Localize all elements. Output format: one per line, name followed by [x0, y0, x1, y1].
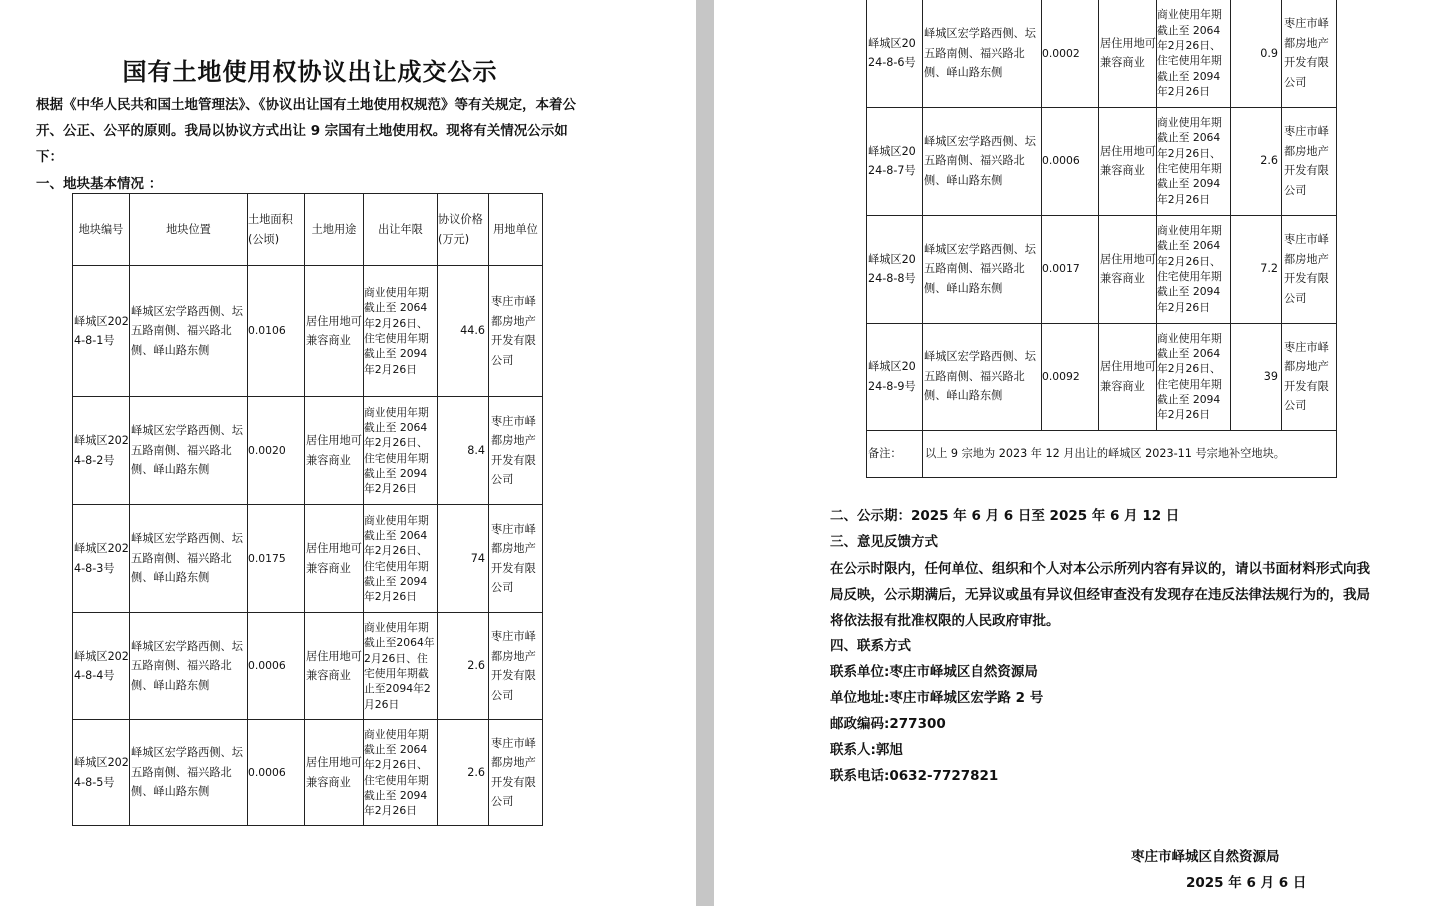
parcel-id: 峄城区2024-8-6号 — [867, 0, 923, 107]
parcel-price: 0.9 — [1231, 0, 1282, 107]
parcel-price: 2.6 — [438, 720, 489, 826]
parcel-location: 峄城区宏学路西侧、坛五路南侧、福兴路北侧、峄山路东侧 — [130, 266, 248, 397]
signature-org: 枣庄市峄城区自然资源局 — [1131, 849, 1280, 865]
parcel-location: 峄城区宏学路西侧、坛五路南侧、福兴路北侧、峄山路东侧 — [130, 397, 248, 505]
page-gutter — [696, 0, 714, 906]
parcel-unit: 枣庄市峄都房地产开发有限公司 — [1282, 215, 1337, 323]
table-row — [867, 0, 1337, 107]
parcel-term: 商业使用年期截止至 2064 年2月26日、住宅使用年期截止至 2094 年2月26日 — [364, 505, 438, 613]
parcel-price: 2.6 — [438, 613, 489, 720]
parcel-area: 0.0092 — [1042, 323, 1099, 430]
parcel-unit: 枣庄市峄都房地产开发有限公司 — [489, 266, 543, 397]
contact-phone: 联系电话:0632-7727821 — [830, 768, 999, 784]
table-row — [73, 266, 543, 397]
parcel-use: 居住用地可兼容商业 — [1099, 0, 1157, 107]
header-cell: 出让年限 — [364, 194, 438, 266]
parcel-area: 0.0006 — [248, 613, 305, 720]
parcel-id: 峄城区2024-8-9号 — [867, 323, 923, 430]
parcel-area: 0.0106 — [248, 266, 305, 397]
note-label: 备注： — [867, 430, 923, 477]
contact-person: 联系人:郭旭 — [830, 742, 903, 758]
parcel-use: 居住用地可兼容商业 — [305, 397, 364, 505]
parcel-price: 39 — [1231, 323, 1282, 430]
contact-unit: 联系单位:枣庄市峄城区自然资源局 — [830, 664, 1038, 680]
section-3-heading: 三、意见反馈方式 — [830, 534, 938, 550]
header-cell: 地块编号 — [73, 194, 130, 266]
parcel-use: 居住用地可兼容商业 — [305, 613, 364, 720]
parcel-unit: 枣庄市峄都房地产开发有限公司 — [489, 397, 543, 505]
parcel-area: 0.0006 — [248, 720, 305, 826]
parcel-use: 居住用地可兼容商业 — [1099, 107, 1157, 215]
table-row — [867, 107, 1337, 215]
land-table-page-1 — [72, 193, 543, 826]
parcel-use: 居住用地可兼容商业 — [1099, 215, 1157, 323]
parcel-term: 商业使用年期截止至 2064 年2月26日、住宅使用年期截止至 2094 年2月26日 — [1157, 107, 1231, 215]
page-title: 国有土地使用权协议出让成交公示 — [122, 58, 498, 86]
table-row — [73, 613, 543, 720]
parcel-unit: 枣庄市峄都房地产开发有限公司 — [1282, 0, 1337, 107]
parcel-id: 峄城区2024-8-4号 — [73, 613, 130, 720]
parcel-term: 商业使用年期截止至 2064 年2月26日、住宅使用年期截止至 2094 年2月26日 — [364, 720, 438, 826]
parcel-term: 商业使用年期截止至 2064 年2月26日、住宅使用年期截止至 2094 年2月26日 — [364, 266, 438, 397]
section-4-heading: 四、联系方式 — [830, 638, 911, 654]
header-cell: 土地面积(公顷) — [248, 194, 305, 266]
table-header-row — [73, 194, 543, 266]
contact-address: 单位地址:枣庄市峄城区宏学路 2 号 — [830, 690, 1044, 706]
table-note-row — [867, 430, 1337, 477]
parcel-id: 峄城区2024-8-5号 — [73, 720, 130, 826]
parcel-area: 0.0020 — [248, 397, 305, 505]
parcel-term: 商业使用年期截止至 2064 年2月26日、住宅使用年期截止至 2094 年2月26日 — [364, 397, 438, 505]
parcel-location: 峄城区宏学路西侧、坛五路南侧、福兴路北侧、峄山路东侧 — [923, 107, 1042, 215]
parcel-area: 0.0017 — [1042, 215, 1099, 323]
parcel-id: 峄城区2024-8-1号 — [73, 266, 130, 397]
parcel-location: 峄城区宏学路西侧、坛五路南侧、福兴路北侧、峄山路东侧 — [130, 720, 248, 826]
section-2-publicity-period: 二、公示期：2025 年 6 月 6 日至 2025 年 6 月 12 日 — [830, 508, 1180, 524]
parcel-id: 峄城区2024-8-7号 — [867, 107, 923, 215]
table-row — [73, 397, 543, 505]
header-cell: 地块位置 — [130, 194, 248, 266]
land-table-page-2 — [866, 0, 1337, 478]
feedback-paragraph: 在公示时限内，任何单位、组织和个人对本公示所列内容有异议的，请以书面材料形式向我局反映，公示期满后，无异议或虽有异议但经审查没有发现存在违反法律法规行为的，我局将依法报有批准权限的人民政府审批。 — [830, 561, 1370, 629]
parcel-use: 居住用地可兼容商业 — [1099, 323, 1157, 430]
parcel-price: 2.6 — [1231, 107, 1282, 215]
parcel-location: 峄城区宏学路西侧、坛五路南侧、福兴路北侧、峄山路东侧 — [130, 613, 248, 720]
table-row — [73, 720, 543, 826]
parcel-term: 商业使用年期截止至 2064 年2月26日、住宅使用年期截止至 2094 年2月26日 — [1157, 215, 1231, 323]
parcel-term: 商业使用年期截止至2064年2月26日、住宅使用年期截止至2094年2月26日 — [364, 613, 438, 720]
parcel-price: 8.4 — [438, 397, 489, 505]
section-1-heading: 一、地块基本情况 ： — [36, 176, 163, 192]
parcel-unit: 枣庄市峄都房地产开发有限公司 — [1282, 107, 1337, 215]
parcel-id: 峄城区2024-8-2号 — [73, 397, 130, 505]
parcel-price: 74 — [438, 505, 489, 613]
note-text: 以上 9 宗地为 2023 年 12 月出让的峄城区 2023-11 号宗地补空地块。 — [923, 430, 1337, 477]
parcel-use: 居住用地可兼容商业 — [305, 505, 364, 613]
header-cell: 土地用途 — [305, 194, 364, 266]
parcel-location: 峄城区宏学路西侧、坛五路南侧、福兴路北侧、峄山路东侧 — [130, 505, 248, 613]
intro-paragraph: 根据《中华人民共和国土地管理法》、《协议出让国有土地使用权规范》等有关规定，本着公开、公正、公平的原则。我局以协议方式出让 9 宗国有土地使用权。现将有关情况公示如下： — [36, 97, 576, 165]
parcel-area: 0.0002 — [1042, 0, 1099, 107]
parcel-id: 峄城区2024-8-8号 — [867, 215, 923, 323]
parcel-area: 0.0006 — [1042, 107, 1099, 215]
parcel-unit: 枣庄市峄都房地产开发有限公司 — [489, 613, 543, 720]
contact-postcode: 邮政编码:277300 — [830, 716, 946, 732]
table-row — [867, 215, 1337, 323]
parcel-unit: 枣庄市峄都房地产开发有限公司 — [1282, 323, 1337, 430]
parcel-price: 7.2 — [1231, 215, 1282, 323]
parcel-term: 商业使用年期截止至 2064 年2月26日、住宅使用年期截止至 2094 年2月26日 — [1157, 323, 1231, 430]
parcel-location: 峄城区宏学路西侧、坛五路南侧、福兴路北侧、峄山路东侧 — [923, 0, 1042, 107]
parcel-location: 峄城区宏学路西侧、坛五路南侧、福兴路北侧、峄山路东侧 — [923, 323, 1042, 430]
parcel-area: 0.0175 — [248, 505, 305, 613]
header-cell: 协议价格(万元) — [438, 194, 489, 266]
parcel-unit: 枣庄市峄都房地产开发有限公司 — [489, 720, 543, 826]
table-row — [867, 323, 1337, 430]
parcel-unit: 枣庄市峄都房地产开发有限公司 — [489, 505, 543, 613]
parcel-price: 44.6 — [438, 266, 489, 397]
parcel-term: 商业使用年期截止至 2064 年2月26日、住宅使用年期截止至 2094 年2月26日 — [1157, 0, 1231, 107]
header-cell: 用地单位 — [489, 194, 543, 266]
signature-date: 2025 年 6 月 6 日 — [1186, 875, 1307, 891]
parcel-id: 峄城区2024-8-3号 — [73, 505, 130, 613]
table-row — [73, 505, 543, 613]
parcel-location: 峄城区宏学路西侧、坛五路南侧、福兴路北侧、峄山路东侧 — [923, 215, 1042, 323]
parcel-use: 居住用地可兼容商业 — [305, 266, 364, 397]
parcel-use: 居住用地可兼容商业 — [305, 720, 364, 826]
